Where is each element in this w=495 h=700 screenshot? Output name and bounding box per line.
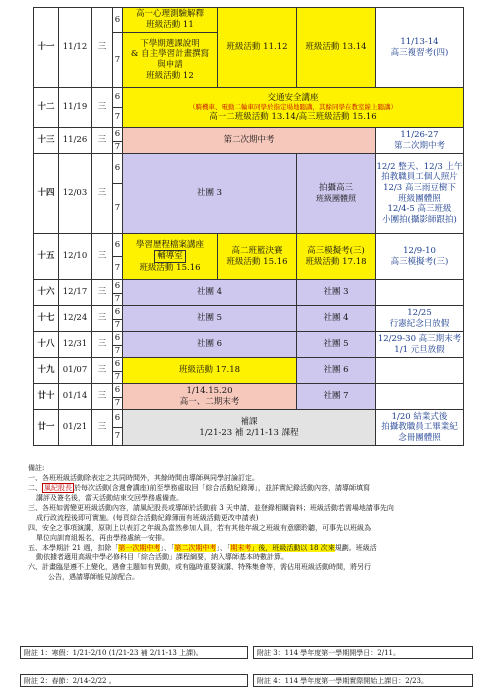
appendix-1: 附註 1：寒假：1/21-2/10 (1/21-23 補 2/11-13 上課)。	[20, 646, 248, 659]
table-row	[34, 332, 464, 346]
date-cell: 12/10	[59, 234, 92, 280]
week-cell: 十七	[34, 306, 59, 332]
club-cell: 社團 7	[297, 384, 376, 410]
period-cell: 7	[113, 294, 123, 306]
final-exam-cell: 1/14.15.20 高一、二期末考	[123, 384, 297, 410]
period-cell: 6	[113, 332, 123, 346]
club-cell: 社團 3	[297, 280, 376, 306]
notes-heading: 備註:	[28, 464, 45, 472]
date-cell: 11/12	[59, 8, 92, 88]
notes-section	[28, 464, 468, 583]
basketball-final-cell: 高二班籃決賽 班級活動 15.16	[218, 234, 297, 280]
note-item: 四、安全之事項演講，原則上以表訂之年級為當然參加人員，若有其他年級之班級有意願聆聽，可事先以班級為	[28, 523, 371, 532]
note-cell: 12/9-10 高三模擬考(三)	[376, 234, 464, 280]
note-cell: 11/26-27 第二次期中考	[376, 128, 464, 154]
table-row	[34, 128, 464, 142]
note-cell: 11/13-14 高三複習考(四)	[376, 8, 464, 88]
note-item: 一、各班班級活動除表定之共同時間外，其餘時間由導師與同學討論訂定。	[28, 473, 259, 482]
club-cell: 社團 3	[123, 154, 297, 234]
note-item: 單位向訓育組報名，再由學務處統一安排。	[36, 533, 169, 542]
portfolio-lecture-cell: 學習歷程檔案講座 輔導室 班級活動 15.16	[123, 234, 218, 280]
date-cell: 01/21	[59, 410, 92, 446]
day-cell: 三	[92, 280, 113, 306]
appendix-2: 附註 2：春節：2/14-2/22 。	[20, 674, 248, 687]
table-row	[34, 154, 464, 184]
table-row	[34, 358, 464, 372]
day-cell: 三	[92, 384, 113, 410]
week-cell: 廿一	[34, 410, 59, 446]
appendix-3: 附註 3：114 學年度第一學期開學日：2/11。	[253, 646, 473, 659]
midterm-exam-cell: 第二次期中考	[123, 128, 376, 154]
note-item: 動依據者適用高級中學必修科目「綜合活動」課程綱要，納入導師基本時數計算。	[36, 553, 288, 562]
club-cell: 社團 4	[123, 280, 297, 306]
week-cell: 十四	[34, 154, 59, 234]
note-item: 講評及簽名後，當天活動結束交回學務處備查。	[36, 493, 183, 502]
grade2-activity-cell: 班級活動 11.12	[218, 8, 297, 88]
date-cell: 11/26	[59, 128, 92, 154]
date-cell: 01/14	[59, 384, 92, 410]
week-cell: 十三	[34, 128, 59, 154]
period-cell: 6	[113, 358, 123, 372]
table-row	[34, 384, 464, 398]
note-cell	[376, 358, 464, 384]
period-cell: 6	[113, 8, 123, 33]
week-cell: 十二	[34, 88, 59, 128]
week-cell: 十八	[34, 332, 59, 358]
date-cell: 12/03	[59, 154, 92, 234]
period-cell: 7	[113, 142, 123, 154]
note-item: 五、本學期計 21 週，扣除「第一次期中考」、「第二次期中考」、「期末考」後，班級活動以 18 次來規劃。班級活	[28, 543, 377, 552]
period-cell: 7	[113, 33, 123, 88]
period-cell: 7	[113, 346, 123, 358]
note-cell	[376, 384, 464, 410]
activity-cell: 下學期選課說明 & 自主學習計畫撰寫 與申請 班級活動 12	[123, 33, 218, 88]
day-cell: 三	[92, 358, 113, 384]
note-cell: 1/20 結業式後 拍攝教職員工畢業紀 念冊團體照	[376, 410, 464, 446]
class-photo-cell: 拍攝高三 班級團體照	[297, 154, 376, 234]
period-cell: 6	[113, 384, 123, 398]
makeup-class-cell: 補課 1/21-23 補 2/11-13 課程	[123, 410, 376, 446]
class-activity-cell: 班級活動 17.18	[123, 358, 297, 384]
period-cell: 7	[113, 428, 123, 446]
date-cell: 01/07	[59, 358, 92, 384]
period-cell: 7	[113, 257, 123, 280]
club-cell: 社團 6	[123, 332, 297, 358]
table-row	[34, 8, 464, 33]
day-cell: 三	[92, 234, 113, 280]
period-cell: 6	[113, 128, 123, 142]
period-cell: 7	[113, 372, 123, 384]
period-cell: 6	[113, 88, 123, 108]
note-item: 成行政流程後即可實施。(每頁綜合活動紀錄簿面有班級活動更改申請表)	[36, 513, 259, 522]
day-cell: 三	[92, 8, 113, 88]
day-cell: 三	[92, 88, 113, 128]
table-row	[34, 306, 464, 320]
traffic-safety-lecture-cell: 交通安全講座 （騎機車、電動二輪車同學於指定場地聽講，其餘同學在教室線上聽講） 高一二班級活動 13.14/高三班級活動 15.16	[123, 88, 464, 128]
club-cell: 社團 5	[297, 332, 376, 358]
day-cell: 三	[92, 332, 113, 358]
club-cell: 社團 6	[297, 358, 376, 384]
club-cell: 社團 4	[297, 306, 376, 332]
table-row	[34, 280, 464, 294]
week-cell: 十六	[34, 280, 59, 306]
note-item: 公告，遇請導師能見諒配合。	[48, 573, 139, 582]
week-cell: 十一	[34, 8, 59, 88]
note-item: 六、計畫臨是遵不上變化，遇會主題如有異動，或有臨時重要演講、特殊集會等，需佔用班級活動時間，將另行	[28, 563, 371, 572]
period-cell: 7	[113, 398, 123, 410]
note-cell: 12/29-30 高三期末考 1/1 元旦放假	[376, 332, 464, 358]
day-cell: 三	[92, 128, 113, 154]
date-cell: 12/24	[59, 306, 92, 332]
period-cell: 7	[113, 320, 123, 332]
note-cell: 12/25 行憲紀念日放假	[376, 306, 464, 332]
period-cell: 7	[113, 184, 123, 234]
period-cell: 6	[113, 234, 123, 257]
week-cell: 十五	[34, 234, 59, 280]
note-cell: 12/2 整天、12/3 上午 拍教職員工個人照片 12/3 高三雨豆樹下 班級團體照 12/4-5 高三班級 小團拍(攝影師跟拍)	[376, 154, 464, 234]
period-cell: 7	[113, 108, 123, 128]
appendix-4: 附註 4：114 學年度第一學期實際開始上課日：2/23。	[253, 674, 473, 687]
note-item: 二、 風紀股長 於每次活動(含週會講座)前至學務處取回「綜合活動紀錄簿」，並詳實紀錄活動內容，請導師填寫	[28, 483, 370, 492]
schedule-table	[33, 7, 464, 446]
note-item: 三、各班如需變更班級活動內容，請風紀股長或導師於活動前 3 天申請，並登錄相關資料；班級活動若需場地請事先向	[28, 503, 394, 512]
discipline-leader-label: 風紀股長	[44, 483, 72, 492]
day-cell: 三	[92, 410, 113, 446]
table-row	[34, 234, 464, 257]
club-cell: 社團 5	[123, 306, 297, 332]
date-cell: 12/31	[59, 332, 92, 358]
table-row	[34, 410, 464, 428]
date-cell: 11/19	[59, 88, 92, 128]
day-cell: 三	[92, 154, 113, 234]
date-cell: 12/17	[59, 280, 92, 306]
activity-cell: 高一心理測驗解釋 班級活動 11	[123, 8, 218, 33]
period-cell: 6	[113, 280, 123, 294]
period-cell: 6	[113, 410, 123, 428]
period-cell: 6	[113, 154, 123, 184]
counseling-office-label: 輔導室	[154, 250, 186, 263]
mock-exam-cell: 高三模擬考(三) 班級活動 17.18	[297, 234, 376, 280]
week-cell: 廿十	[34, 384, 59, 410]
period-cell: 6	[113, 306, 123, 320]
grade3-activity-cell: 班級活動 13.14	[297, 8, 376, 88]
table-row	[34, 88, 464, 108]
day-cell: 三	[92, 306, 113, 332]
note-cell	[376, 280, 464, 306]
week-cell: 十九	[34, 358, 59, 384]
